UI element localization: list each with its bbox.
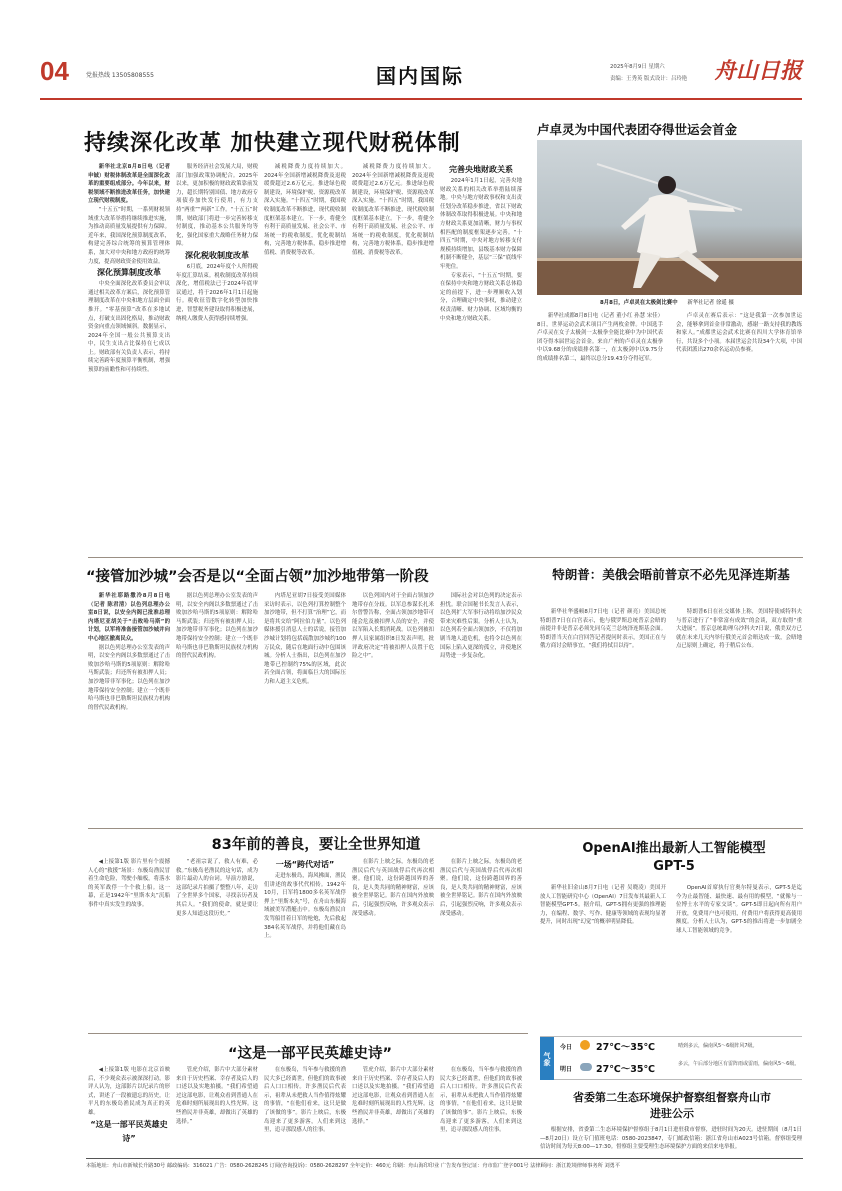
footer-info: 本版地址：舟山市新城长升路30号 邮政编码：316021 广告：0580-2628245 订阅(咨询投诉)：0580-2628297 全年定价：460元 印刷：舟山海印印业 广告发布登记证：舟市监广登字001号 法律顾问：浙江乾境律师事务所 刘勇平 [86,1163,621,1169]
story2-text: 以色列国内对于全面占领加沙地带存在分歧。以军总参谋长扎米尔曾警告称，全面占领加沙地带可能会危及被扣押人员的安全，并使以军陷入长期消耗战。以色列被扣押人员家属组织8日发表声明，批评政府决定“将被扣押人员置于危险之中”。 [352,593,434,660]
story7-headline: 省委第二生态环境保护督察组督察舟山市进驻公示 [573,1091,771,1120]
story1-text: 减税降费力度持续加大。2024年全国新增减税降费及退税缓费超过2.6万亿元。推进绿色税制建设，环境保护税、资源税改革深入实施。“十四五”时期，我国税收制度改革不断推进，现代税收制度框架基本建立。下一步，将健全有利于高质量发展、社会公平、市场统一的税收制度，优化税制结构，完善地方税体系，稳步推进增值税、消费税等改革。 [264,164,346,256]
divider [88,557,803,558]
newspaper-logo: 舟山日报 [713,58,802,84]
story6-text: 管虎介绍，影片中大部分素材来自于历史档案、幸存者及后人的口述以及实地拍摄。“我们希望通过这部电影，让观众看到普通人在危难时刻所展现出的人性光辉。这些渔民并非英雄，却做出了英雄的选择。” [352,1067,434,1125]
story6-text: ◀上接第1版 电影在北京首映后，不少观众表示被深深打动。影评人认为，这部影片以纪录片的形式，讲述了一段被遗忘的历史，让平凡的东极岛渔民成为真正的英雄。 [88,1067,170,1116]
story5-headline: OpenAI推出最新人工智能模型GPT-5 [582,841,766,874]
story2-col5 [440,592,522,822]
page-number: 04 [40,56,69,86]
story3-headline [540,566,802,584]
story4-headline: 83年前的善良，要让全世界知道 [211,837,421,853]
story1-text: 中央全面深化改革委员会审议通过相关改革方案后，深化预算管理制度改革在中央和地方层面全面推开。“零基预算”改革在多地试点，打破支出固化格局，推动财政资金向重点领域倾斜。数据显示，2024年全国一般公共预算支出中，民生支出占比保持在七成以上。财政部有关负责人表示，将持续完善跨年度预算平衡机制，增强预算的前瞻性和可持续性。 [88,281,170,374]
weather-today-temp: 27℃～35℃ [596,1042,655,1053]
header-rule [40,98,802,100]
story3-text: 特朗普6日在社交媒体上称，美国特使威特科夫与普京进行了“非常富有成效”的会谈，双方取得“重大进展”。普京总统助理乌沙科夫7日说，俄美双方已就在未来几天内举行俄美元首会晤达成一致，会晤地点已原则上确定，将于稍后公布。 [676,609,802,650]
story5-text: OpenAI首席执行官奥尔特曼表示，GPT-5是迄今为止最智能、最快速、最有用的模型，“就像与一位博士水平的专家交谈”。GPT-5即日起向所有用户开放，免费用户也可使用，付费用户将获得更高使用额度。分析人士认为，GPT-5的推出将进一步加剧全球人工智能领域的竞争。 [676,885,802,934]
weather-label: 气象 [540,1037,554,1080]
story6-headline: “这是一部平民英雄史诗” [227,1046,393,1062]
story5-col1 [540,884,666,1029]
story2-text: 内塔尼亚胡7日接受美国媒体采访时表示，以色列打算控制整个加沙地带，但不打算“治理”它，而是将其交给“阿拉伯力量”。以色列媒体援引消息人士的话说，接管加沙城计划将包括疏散加沙城约100万民众，随后在地面行动中包围该城。分析人士指出，以色列在加沙地带已控制约75%的区域，此次若全面占领，将面临巨大的国际压力和人道主义危机。 [264,593,346,685]
story2-lead: 新华社耶路撒冷8月8日电（记者 陈君清）以色列总理办公室8日说，以安全内阁已批准总理内塔尼亚胡关于“击败哈马斯”的计划，以军将准备接管加沙城并向中心地区撤离民众。 [88,593,170,642]
story4-text: 在影片上映之际，东极岛的老渔民后代与英国战俘后代再次相聚。他们说，这份跨越国界的善良，是人类共同的精神财富，应该被全世界铭记。影片在国内外放映后，引起强烈反响，许多观众表示深受感动。 [440,859,522,917]
photo-story-col2 [676,312,802,555]
story6-text: 在东极岛，当年参与救援的渔民大多已经离世，但他们的故事被后人口口相传。许多渔民后代表示，祖辈从未把救人当作值得炫耀的事情，“在他们看来，这只是做了该做的事”。影片上映后，东极岛迎来了更多游客，人们来到这里，追寻那段感人的往事。 [440,1067,522,1134]
taiji-sword-photo [537,140,802,295]
story6-col2 [176,1066,258,1154]
photo-story-headline: 卢卓灵为中国代表团夺得世运会首金 [537,122,738,137]
story2-text: 据以色列总理办公室发表的声明，以安全内阁以多数票通过了击败加沙哈马斯的5项原则：解除哈马斯武装；归还所有被扣押人员；加沙地带非军事化；以色列在加沙地带保持安全控制；建立一个既非哈马斯也非巴勒斯坦民族权力机构的替代民政机构。 [88,644,170,711]
story4-col3 [264,858,346,1028]
section-title: 国内国际 [376,64,464,88]
editor-hotline: 党报热线 13505808555 [86,72,154,79]
story1-text: 服务经济社会发展大局，财税部门加强政策协调配合。2025年以来，更加积极的财政政策靠前发力，超长期特别国债、地方政府专项债券加快发行使用，有力支持“两重”“两新”工作。“十五五”时期，财政部门将进一步完善转移支付制度，推动基本公共服务均等化，强化国家重大战略任务财力保障。 [176,164,258,248]
story4-text: ◀上接第1版 影片里有个震撼人心的“救援”场景：东极岛渔民冒着生命危险，驾驶小舢板，将落水的英军战俘一个个救上船。这一幕，正是1942年“里斯本丸”沉船事件中真实发生的故事。 [88,859,170,908]
story1-text: 减税降费力度持续加大。2024年全国新增减税降费及退税缓费超过2.6万亿元。推进绿色税制建设，环境保护税、资源税改革深入实施。“十四五”时期，我国税收制度改革不断推进，现代税收制度框架基本建立。下一步，将健全有利于高质量发展、社会公平、市场统一的税收制度，优化税制结构，完善地方税体系，稳步推进增值税、消费税等改革。 [352,164,434,256]
story4-col1 [88,858,170,1028]
story6-text: 管虎介绍，影片中大部分素材来自于历史档案、幸存者及后人的口述以及实地拍摄。“我们希望通过这部电影，让观众看到普通人在危难时刻所展现出的人性光辉。这些渔民并非英雄，却做出了英雄的选择。” [176,1067,258,1125]
story7-body [540,1126,802,1156]
weather-tomorrow-label: 明日 [560,1066,573,1073]
story6-col1 [88,1066,170,1154]
story1-lead: 新华社北京8月8日电（记者 申铖）财税体制改革是全面深化改革的重要组成部分。今年以来，财税领域不断推进改革任务，加快建立现代财税制度。 [88,164,170,205]
story1-col4 [352,163,434,548]
story1-col2 [176,163,258,548]
photo-story-text: 卢卓灵在赛后表示：“这是我第一次参加世运会，能够拿到首金非常激动，感谢一路支持我的教练和家人。”成都世运会武术比赛在四川大学体育馆举行，共设多个小项。本届世运会共设34个大项，中国代表团派出270余名运动员参赛。 [676,313,802,354]
story3-col1 [540,608,666,823]
story1-subhead-budget: 深化预算制度改革 [97,268,161,278]
story4-subhead: 一场“跨代对话” [275,860,335,869]
story6-col4 [352,1066,434,1154]
story1-subhead-tax: 深化税收制度改革 [185,250,249,260]
weather-box [540,1036,802,1080]
photo-caption [600,298,802,306]
story1-text: 专家表示，“十五五”时期，要在保持中央和地方财政关系总体稳定的前提下，进一步理顺收入划分，合理确定中央事权，推动建立权责清晰、财力协调、区域均衡的中央和地方财政关系。 [440,272,522,322]
story4-text: 在影片上映之际，东极岛的老渔民后代与英国战俘后代再次相聚。他们说，这份跨越国界的善良，是人类共同的精神财富，应该被全世界铭记。影片在国内外放映后，引起强烈反响，许多观众表示深受感动。 [352,859,434,917]
story5-text: 新华社旧金山8月7日电（记者 吴晓凌）美国开放人工智能研究中心（OpenAI）7日发布其最新人工智能模型GPT-5。据介绍，GPT-5拥有更强的推理能力，在编程、数学、写作、健康等领域的表现均显著提升，同时出现“幻觉”的概率明显降低。 [540,885,666,926]
story1-col3 [264,163,346,548]
story2-text: 据以色列总理办公室发表的声明，以安全内阁以多数票通过了击败加沙哈马斯的5项原则：解除哈马斯武装；归还所有被扣押人员；加沙地带非军事化；以色列在加沙地带保持安全控制；建立一个既非哈马斯也非巴勒斯坦民族权力机构的替代民政机构。 [176,593,258,660]
editors-credit: 责编：王秀英 版式设计：吕玲艳 [610,76,688,82]
page-header [40,50,802,102]
story2-col4 [352,592,434,822]
story3-text: 新华社华盛顿8月7日电（记者 颜亮）美国总统特朗普7日在白宫表示，他与俄罗斯总统普京会晤的前提并非是普京必须先同乌克兰总统泽连斯基会面。特朗普当天在白宫回答记者提问时表示，美国正在与俄方商讨会晤事宜，“我们将拭目以待”。 [540,609,666,650]
story4-col5 [440,858,522,1028]
weather-today-desc: 晴到多云，偏南风5～6级阵风7级。 [678,1043,758,1049]
weather-today-label: 今日 [560,1044,573,1051]
story3-headline-text: 特朗普：美俄会晤前普京不必先见泽连斯基 [552,567,790,582]
cloud-icon [580,1063,592,1071]
story6-text: 在东极岛，当年参与救援的渔民大多已经离世，但他们的故事被后人口口相传。许多渔民后代表示，祖辈从未把救人当作值得炫耀的事情，“在他们看来，这只是做了该做的事”。影片上映后，东极岛迎来了更多游客，人们来到这里，追寻那段感人的往事。 [264,1067,346,1134]
story2-col3 [264,592,346,822]
story1-text: “十五五”时期，一系列财税领域重大改革举措将继续推进实施，为推动高质量发展提供有力保障。近年来，我国深化预算制度改革，构建完善综合统筹的预算管理体系，加大对中央和地方政府的统筹力度，提高财政资金使用效益。 [88,206,170,265]
story4-text: 走进东极岛，海风拂面，渔民们讲述的故事代代相传。1942年10月，日军将1800多名英军战俘押上“里斯本丸”号，在舟山东极海域被美军潜艇击中。东极岛渔民自发驾船冒着日军的枪炮，先后救起384名英军战俘，并将他们藏在岛上。 [264,873,346,940]
story1-col1 [88,163,170,548]
photo-story-col1 [537,312,663,555]
story1-headline: 持续深化改革 加快建立现代财税体制 [84,131,461,156]
weather-tomorrow-temp: 27℃～35℃ [596,1064,655,1075]
story4-text: “老祖宗说了，救人有难，必救。”东极岛老渔民的这句话，成为影片最动人的台词。导演方励说，这部纪录片拍摄了整整八年，走访了全世界多个国家，寻找亲历者及其后人。“我们的使命，就是要让更多人知道这段历史。” [176,859,258,917]
story1-subhead-central-local: 完善央地财政关系 [449,165,513,174]
weather-tomorrow-desc: 多云，午后部分地区有雷阵雨或雷雨，偏南风5～6级。 [678,1061,800,1067]
divider [88,1033,528,1034]
story2-col2 [176,592,258,822]
footer-rule [86,1158,803,1159]
story1-col5 [440,163,522,548]
story1-text: 2024年1月1日起，完善央地财政关系的相关改革举措陆续落地。中央与地方财政事权和支出责任划分改革稳步推进，省以下财政体制改革取得积极进展。中央和地方财政关系更加清晰，财力与事权相匹配的制度框架逐步完善。“十四五”时期，中央对地方转移支付规模持续增加，县级基本财力保障机制不断健全，基层“三保”底线牢牢兜住。 [440,178,522,270]
story7-text: 根据安排，省委第二生态环境保护督察组于8月1日进驻我市督察，进驻时间为20天。进驻期间（8月1日—8月20日）设立专门值班电话：0580-2023847，专门邮政信箱：浙江省舟山市A023号信箱。督察组受理信访时间为每天8:00—17:30。督察组主要受理生态环境保护方面的来信来电举报。 [540,1127,802,1151]
photo-credit: 新华社记者 徐遥 摄 [687,300,734,306]
divider [88,828,803,829]
issue-date: 2025年8月9日 星期六 [610,64,665,70]
sun-icon [580,1040,590,1050]
story4-col2 [176,858,258,1028]
story3-col2 [676,608,802,823]
story5-col2 [676,884,802,1029]
photo-caption-text: 8月8日，卢卓灵在太极剑比赛中 [600,300,678,306]
story4-col4 [352,858,434,1028]
story2-text: 国际社会对以色列的决定表示担忧。联合国秘书长发言人表示，以色列扩大军事行动将给加沙民众带来灾难性后果。分析人士认为，以色列若全面占领加沙，不仅将加剧当地人道危机，也将令以色列在国际上陷入更深的孤立，并使地区局势进一步复杂化。 [440,593,522,660]
story6-subhead: “这是一部平民英雄史诗” [90,1119,168,1143]
story1-text: 6月底，2024年度个人所得税年度汇算结束。税收制度改革持续深化，增值税法已于2024年底审议通过，将于2026年1月1日起施行。税收征管数字化转型加快推进，智慧税务建设取得积极进展，纳税人缴费人获得感持续增强。 [176,263,258,322]
story2-headline: “接管加沙城”会否是以“全面占领”加沙地带第一阶段 [86,569,429,585]
story2-col1 [88,592,170,822]
story6-col5 [440,1066,522,1154]
story6-col3 [264,1066,346,1154]
photo-story-text: 新华社成都8月8日电（记者 董小红 孙慧 宋佳）8日，世界运动会武术项目产生两枚金牌。中国选手卢卓灵在女子太极剑一太极拳全能比赛中为中国代表团夺得本届世运会首金。来自广州的卢卓灵在太极拳中以9.68分的成绩排名第一，在太极剑中以9.75分的成绩排名第二，最终以总分19.43分夺得冠军。 [537,313,663,362]
